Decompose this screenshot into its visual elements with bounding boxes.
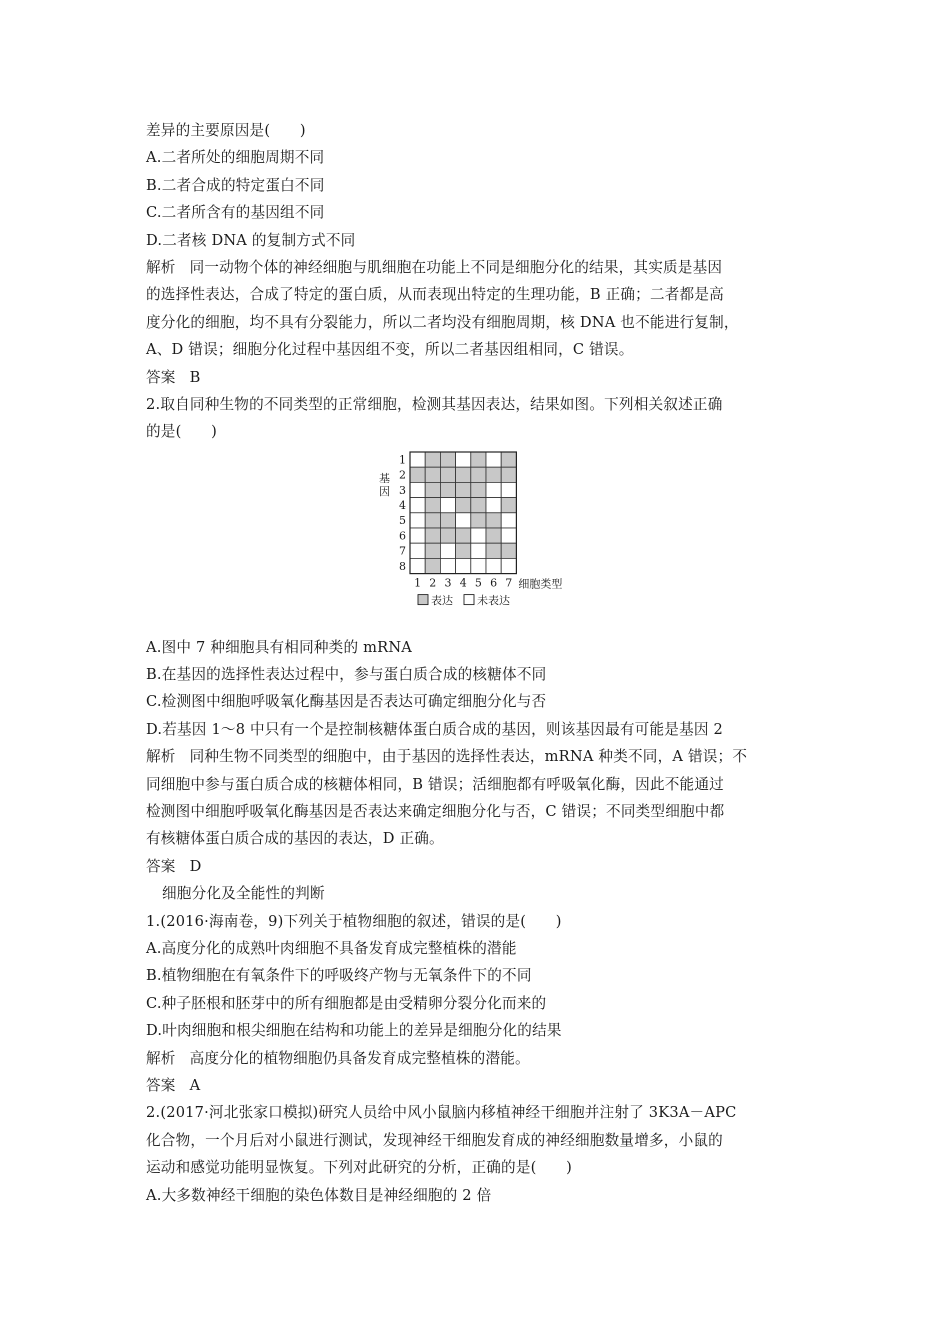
q1-stem-end: 差异的主要原因是( ) (146, 122, 306, 139)
q1-analysis-line-2: 的选择性表达，合成了特定的蛋白质，从而表现出特定的生理功能，B 正确；二者都是高 (146, 286, 724, 304)
s2-stem-line-1: 2.(2017·河北张家口模拟)研究人员给中风小鼠脑内移植神经干细胞并注射了 3K3A－APC (146, 1104, 737, 1122)
s2-stem-line-3: 运动和感觉功能明显恢复。下列对此研究的分析，正确的是( ) (146, 1159, 573, 1177)
heatmap-cell (501, 558, 516, 573)
gene-expression-figure (146, 450, 814, 628)
heatmap-cell (501, 512, 516, 527)
x-axis-label: 细胞类型 (518, 577, 563, 591)
q2-stem-line-2: 的是( ) (146, 423, 217, 441)
q2-option-d: D.若基因 1～8 中只有一个是控制核糖体蛋白质合成的基因，则该基因最有可能是基因 2 (146, 720, 723, 738)
heatmap-cell (425, 558, 440, 573)
q1-option-c: C.二者所含有的基因组不同 (146, 204, 325, 222)
q2-analysis-label: 解析 (146, 748, 176, 766)
legend-swatch (464, 594, 474, 604)
legend-label: 未表达 (477, 593, 510, 607)
heatmap-cell (425, 497, 440, 512)
heatmap-cell (471, 512, 486, 527)
heatmap-cell (410, 558, 425, 573)
heatmap-cell (471, 528, 486, 543)
q1-analysis-label: 解析 (146, 258, 176, 276)
s1-analysis-text: 高度分化的植物细胞仍具备发育成完整植株的潜能。 (189, 1049, 530, 1067)
heatmap-cell (471, 452, 486, 467)
heatmap-cell (456, 512, 471, 527)
heatmap-cell (486, 497, 501, 512)
section-title: 细胞分化及全能性的判断 (162, 885, 325, 903)
column-tick-label: 3 (444, 576, 452, 590)
s2-block (146, 1099, 814, 1209)
s1-option-d: D.叶肉细胞和根尖细胞在结构和功能上的差异是细胞分化的结果 (146, 1022, 562, 1040)
column-tick-label: 7 (505, 576, 513, 590)
heatmap-cell (410, 482, 425, 497)
row-tick-label: 4 (399, 498, 406, 512)
y-axis-label: 因 (379, 484, 390, 498)
q2-option-b: B.在基因的选择性表达过程中，参与蛋白质合成的核糖体不同 (146, 666, 547, 684)
heatmap-cell (501, 452, 516, 467)
row-tick-label: 5 (399, 513, 406, 527)
q1-analysis-line-3: 度分化的细胞，均不具有分裂能力，所以二者均没有细胞周期，核 DNA 也不能进行复制， (146, 313, 739, 331)
q1-option-a: A.二者所处的细胞周期不同 (146, 149, 325, 167)
legend-label: 表达 (431, 593, 453, 607)
heatmap-cell (410, 452, 425, 467)
heatmap-cell (440, 528, 455, 543)
document-page (146, 117, 814, 1209)
column-tick-label: 2 (429, 576, 437, 590)
heatmap-cell (440, 497, 455, 512)
heatmap-cell (471, 558, 486, 573)
s1-option-c: C.种子胚根和胚芽中的所有细胞都是由受精卵分裂分化而来的 (146, 994, 547, 1012)
s1-analysis (146, 1045, 814, 1072)
heatmap-cell (425, 452, 440, 467)
heatmap-cell (456, 543, 471, 558)
heatmap-cell (486, 452, 501, 467)
s1-analysis-label: 解析 (146, 1049, 176, 1067)
s1-stem: 1.(2016·海南卷，9)下列关于植物细胞的叙述，错误的是( ) (146, 912, 562, 930)
q1-option-d: D.二者核 DNA 的复制方式不同 (146, 231, 356, 249)
column-tick-label: 6 (490, 576, 498, 590)
column-tick-label: 4 (459, 576, 467, 590)
heatmap-cell (486, 482, 501, 497)
heatmap-cell (440, 558, 455, 573)
heatmap-cell (410, 497, 425, 512)
q1-answer-value: B (189, 368, 201, 386)
column-tick-label: 1 (414, 576, 422, 590)
s2-stem-line-2: 化合物，一个月后对小鼠进行测试，发现神经干细胞发育成的神经细胞数量增多，小鼠的 (146, 1131, 723, 1149)
q2-analysis-line-3: 检测图中细胞呼吸氧化酶基因是否表达来确定细胞分化与否，C 错误；不同类型细胞中都 (146, 803, 725, 821)
s1-answer-label: 答案 (146, 1076, 176, 1094)
heatmap-cell (440, 467, 455, 482)
heatmap-cell (471, 467, 486, 482)
heatmap-cell (425, 528, 440, 543)
heatmap-cell (425, 467, 440, 482)
row-tick-label: 7 (399, 544, 406, 558)
q2-answer-value: D (189, 857, 202, 875)
heatmap-cell (501, 482, 516, 497)
q1-analysis-line-4: A、D 错误；细胞分化过程中基因组不变，所以二者基因组相同，C 错误。 (146, 341, 634, 359)
heatmap-cell (486, 558, 501, 573)
s1-option-b: B.植物细胞在有氧条件下的呼吸终产物与无氧条件下的不同 (146, 967, 532, 985)
heatmap-cell (425, 512, 440, 527)
row-tick-label: 3 (399, 483, 406, 497)
q2-answer-label: 答案 (146, 857, 176, 875)
q2-stem-line-1: 2.取自同种生物的不同类型的正常细胞，检测其基因表达，结果如图。下列相关叙述正确 (146, 395, 723, 413)
heatmap-cell (456, 467, 471, 482)
heatmap-cell (456, 558, 471, 573)
gene-expression-heatmap (374, 450, 594, 628)
q2-block (146, 391, 814, 880)
heatmap-cell (456, 497, 471, 512)
heatmap-cell (410, 512, 425, 527)
row-tick-label: 1 (399, 453, 406, 467)
heatmap-cell (471, 497, 486, 512)
heatmap-cell (471, 482, 486, 497)
heatmap-cell (501, 467, 516, 482)
q1-answer (146, 364, 814, 391)
heatmap-cell (410, 528, 425, 543)
column-tick-label: 5 (474, 576, 482, 590)
row-tick-label: 6 (399, 529, 406, 543)
heatmap-cell (501, 497, 516, 512)
s2-option-a: A.大多数神经干细胞的染色体数目是神经细胞的 2 倍 (146, 1186, 492, 1204)
heatmap-cell (425, 543, 440, 558)
q1-analysis-text: 同一动物个体的神经细胞与肌细胞在功能上不同是细胞分化的结果，其实质是基因 (189, 258, 723, 276)
q2-analysis-text: 同种生物不同类型的细胞中，由于基因的选择性表达，mRNA 种类不同，A 错误；不 (189, 748, 748, 766)
q2-analysis-line-1 (146, 743, 814, 770)
q2-option-c: C.检测图中细胞呼吸氧化酶基因是否表达可确定细胞分化与否 (146, 693, 547, 711)
q1-block (146, 117, 814, 391)
s1-option-a: A.高度分化的成熟叶肉细胞不具备发育成完整植株的潜能 (146, 939, 517, 957)
y-axis-label: 基 (379, 471, 390, 485)
heatmap-cell (501, 543, 516, 558)
s1-block (146, 908, 814, 1100)
heatmap-cell (410, 543, 425, 558)
q1-analysis-line-1 (146, 254, 814, 281)
row-tick-label: 2 (399, 468, 406, 482)
heatmap-cell (456, 482, 471, 497)
heatmap-cell (440, 452, 455, 467)
heatmap-cell (471, 543, 486, 558)
heatmap-cell (486, 543, 501, 558)
s1-answer (146, 1072, 814, 1099)
heatmap-cell (440, 512, 455, 527)
q2-option-a: A.图中 7 种细胞具有相同种类的 mRNA (146, 638, 413, 656)
heatmap-cell (425, 482, 440, 497)
heatmap-cell (440, 543, 455, 558)
heatmap-cell (440, 482, 455, 497)
q1-option-b: B.二者合成的特定蛋白不同 (146, 176, 325, 194)
q2-analysis-line-2: 同细胞中参与蛋白质合成的核糖体相同，B 错误；活细胞都有呼吸氧化酶，因此不能通过 (146, 775, 724, 793)
heatmap-cell (486, 528, 501, 543)
heatmap-cell (456, 528, 471, 543)
q2-answer (146, 853, 814, 880)
s1-answer-value: A (189, 1076, 201, 1094)
heatmap-cell (456, 452, 471, 467)
heatmap-cell (486, 512, 501, 527)
heatmap-cell (486, 467, 501, 482)
q2-analysis-line-4: 有核糖体蛋白质合成的基因的表达，D 正确。 (146, 830, 444, 848)
row-tick-label: 8 (399, 559, 406, 573)
legend-swatch (418, 594, 428, 604)
heatmap-cell (410, 467, 425, 482)
heatmap-cell (501, 528, 516, 543)
q1-answer-label: 答案 (146, 368, 176, 386)
